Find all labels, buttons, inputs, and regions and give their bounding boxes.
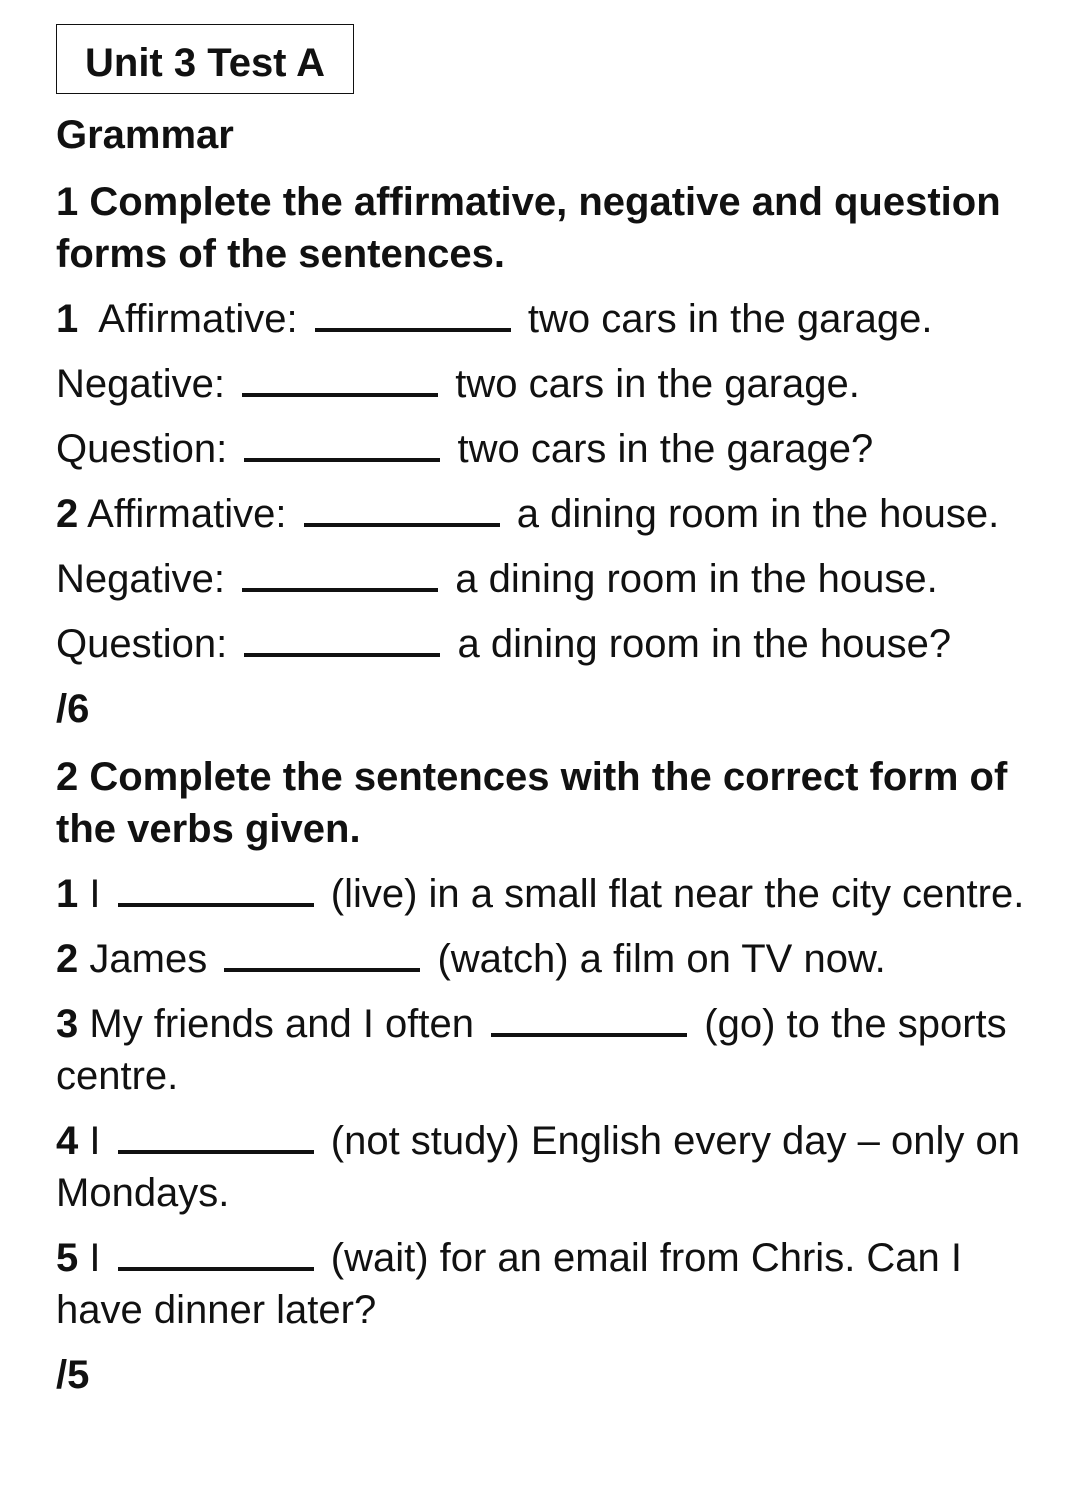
item-number: 4 — [56, 1119, 79, 1163]
answer-blank[interactable] — [118, 1267, 314, 1271]
ex2-item — [56, 1232, 1046, 1336]
exercise-1-instruction: 1 Complete the affirmative, negative and question forms of the sentences. — [56, 180, 1001, 276]
answer-blank[interactable] — [118, 1150, 314, 1154]
sentence-end: (go) to the sports centre. — [56, 1002, 1007, 1098]
section-heading: Grammar — [56, 113, 234, 157]
sentence-text: a dining room in the house. — [516, 492, 1000, 536]
form-label: Affirmative: — [98, 297, 298, 341]
item-number: 3 — [56, 1002, 79, 1046]
sentence-end: (watch) a film on TV now. — [437, 937, 886, 981]
item-number: 1 — [56, 872, 79, 916]
form-label: Negative: — [56, 557, 225, 601]
ex1-item — [56, 553, 1046, 605]
answer-blank[interactable] — [242, 588, 438, 592]
answer-blank[interactable] — [244, 458, 440, 462]
form-label: Question: — [56, 622, 228, 666]
exercise-2-score: /5 — [56, 1353, 90, 1397]
exercise-2-instruction: 2 Complete the sentences with the correct form of the verbs given. — [56, 755, 1008, 851]
answer-blank[interactable] — [242, 393, 438, 397]
form-label: Affirmative: — [87, 492, 287, 536]
ex1-item — [56, 423, 1046, 475]
answer-blank[interactable] — [224, 968, 420, 972]
sentence-start: James — [89, 937, 208, 981]
sentence-start: I — [89, 1236, 101, 1280]
sentence-start: My friends and I often — [89, 1002, 475, 1046]
sentence-text: two cars in the garage. — [455, 362, 860, 406]
form-label: Negative: — [56, 362, 225, 406]
sentence-text: a dining room in the house? — [457, 622, 952, 666]
ex1-item — [56, 618, 1046, 670]
item-number: 2 — [56, 937, 79, 981]
sentence-end: (not study) English every day – only on Mondays. — [56, 1119, 1021, 1215]
exercise-1-score: /6 — [56, 687, 90, 731]
answer-blank[interactable] — [118, 903, 314, 907]
item-number: 5 — [56, 1236, 79, 1280]
answer-blank[interactable] — [315, 328, 511, 332]
sentence-end: (live) in a small flat near the city centre. — [330, 872, 1025, 916]
sentence-start: I — [89, 1119, 101, 1163]
ex2-item — [56, 933, 1046, 985]
form-label: Question: — [56, 427, 228, 471]
ex2-item — [56, 868, 1046, 920]
test-title: Unit 3 Test A — [56, 24, 354, 94]
ex1-item — [56, 488, 1046, 540]
item-number: 1 — [56, 297, 79, 341]
sentence-text: two cars in the garage? — [457, 427, 874, 471]
sentence-text: a dining room in the house. — [455, 557, 938, 601]
sentence-text: two cars in the garage. — [527, 297, 933, 341]
ex2-item — [56, 1115, 1046, 1219]
item-number: 2 — [56, 492, 79, 536]
answer-blank[interactable] — [491, 1033, 687, 1037]
answer-blank[interactable] — [244, 653, 440, 657]
answer-blank[interactable] — [304, 523, 500, 527]
ex2-item — [56, 998, 1046, 1102]
ex1-item — [56, 293, 1046, 345]
worksheet — [56, 24, 1046, 1401]
ex1-item — [56, 358, 1046, 410]
sentence-start: I — [89, 872, 101, 916]
sentence-end: (wait) for an email from Chris. Can I have dinner later? — [56, 1236, 963, 1332]
